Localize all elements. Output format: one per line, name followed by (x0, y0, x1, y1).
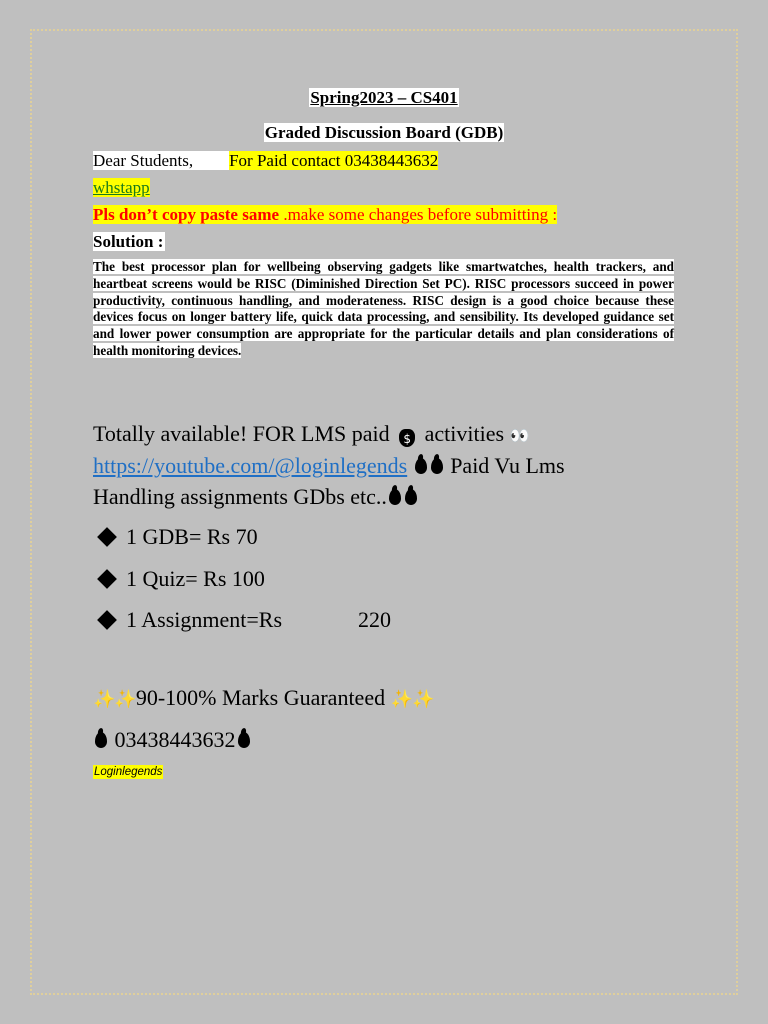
price-item-gdb (98, 524, 258, 550)
whatsapp-link[interactable]: whstapp (93, 178, 150, 197)
price-item-quiz (98, 566, 265, 592)
copy-warning (93, 205, 557, 225)
ad-line-1-text: Totally available! FOR LMS paid (93, 421, 390, 446)
fire-icon (415, 458, 427, 474)
fire-icon (431, 458, 443, 474)
money-bag-icon: $ (399, 429, 415, 447)
solution-paragraph: The best processor plan for wellbeing observing gadgets like smartwatches, health trackers, and heartbeat screens would be RISC (Diminished Direction Set PC). RISC processors succeed in power productivity, continuous handling, and moderateness. RISC design is a good choice because these devices focus on longer battery life, quick data processing, and sensibility. Its developed guidance set and lower power consumption are appropriate for the particular details and plan considerations of health monitoring devices. (93, 259, 674, 358)
fire-icon (405, 489, 417, 505)
price-value: 220 (358, 607, 392, 632)
document-subtitle: Graded Discussion Board (GDB) (264, 123, 504, 142)
solution-heading: Solution : (93, 232, 164, 251)
ad-line-1 (93, 421, 529, 447)
warning-bold: Pls don’t copy paste same (93, 205, 280, 224)
price-label: 1 Quiz= Rs 100 (126, 566, 265, 591)
paid-contact: For Paid contact 03438443632 (229, 151, 439, 170)
page-border (30, 29, 738, 995)
sparkle-icon: ✨✨ (93, 689, 136, 710)
ad-line-2 (93, 453, 565, 479)
ad-line-3 (93, 484, 419, 510)
greeting: Dear Students, (93, 151, 229, 170)
fire-icon (238, 732, 250, 748)
eyes-icon: 👀 (509, 426, 530, 445)
youtube-link[interactable]: https://youtube.com/@loginlegends (93, 453, 408, 478)
sparkle-icon: ✨✨ (390, 689, 434, 710)
diamond-bullet-icon (97, 611, 117, 631)
phone-number: 03438443632 (114, 727, 236, 752)
greeting-line (93, 151, 438, 171)
brand-label: Loginlegends (94, 766, 163, 778)
fire-icon (389, 489, 401, 505)
price-item-assignment (98, 607, 391, 633)
guarantee-text: 90-100% Marks Guaranteed (135, 685, 386, 710)
warning-rest: .make some changes before submitting : (279, 205, 558, 224)
guarantee-line (93, 685, 433, 711)
phone-line (93, 727, 252, 753)
fire-icon (95, 732, 107, 748)
ad-line-1-activities: activities (424, 421, 505, 446)
ad-line-2-text: Paid Vu Lms (444, 453, 565, 478)
diamond-bullet-icon (97, 528, 117, 548)
course-title: Spring2023 – CS401 (310, 88, 458, 107)
ad-line-3-text: Handling assignments GDbs etc.. (93, 484, 387, 509)
whatsapp-line (93, 178, 150, 198)
diamond-bullet-icon (97, 570, 117, 590)
price-label: 1 GDB= Rs 70 (126, 524, 258, 549)
price-label: 1 Assignment=Rs (126, 607, 283, 632)
